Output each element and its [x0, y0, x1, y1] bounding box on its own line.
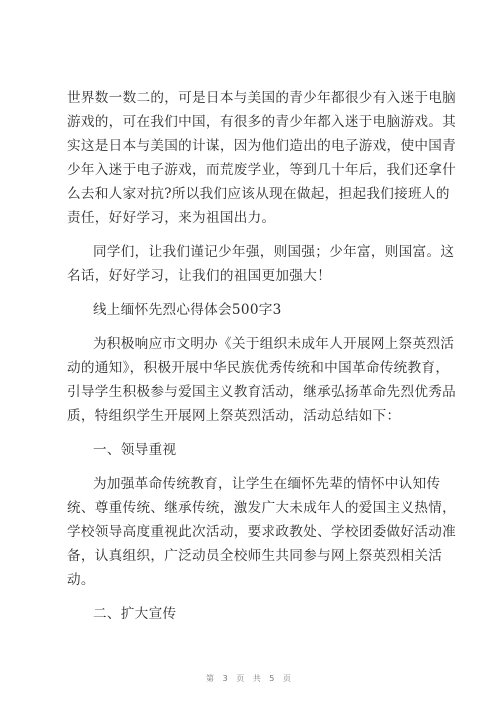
- document-body: [67, 86, 457, 626]
- text-line: 为积极响应市文明办《关于组织未成年人开展网上祭英烈活: [93, 336, 455, 352]
- text-line: 统、尊重传统、继承传统，激发广大未成年人的爱国主义热情，: [67, 500, 457, 516]
- text-line: 质，特组织学生开展网上祭英烈活动，活动总结如下：: [67, 408, 401, 424]
- text-line: 备，认真组织，广泛动员全校师生共同参与网上祭英烈相关活: [67, 548, 443, 564]
- section-heading: 二、扩大宣传: [93, 606, 177, 622]
- text-line: 同学们，让我们谨记少年强，则国强；少年富，则国富。这: [93, 244, 455, 260]
- paragraph: [67, 472, 457, 592]
- text-line: 么去和人家对抗?所以我们应该从现在做起，担起我们接班人的: [67, 186, 450, 202]
- paragraph: [67, 240, 455, 288]
- text-line: 动的通知》，积极开展中华民族优秀传统和中国革命传统教育，: [67, 360, 450, 376]
- text-line: 动。: [67, 572, 95, 588]
- text-line: 少年入迷于电子游戏，而荒废学业，等到几十年后，我们还拿什: [67, 162, 457, 178]
- text-line: 游戏的，可在我们中国，有很多的青少年都入迷于电脑游戏。其: [67, 114, 457, 130]
- paragraph: [67, 86, 457, 230]
- section-title: 线上缅怀先烈心得体会500字3: [93, 302, 282, 318]
- text-line: 引导学生积极参与爱国主义教育活动，继承弘扬革命先烈优秀品: [67, 384, 457, 400]
- text-line: 世界数一数二的，可是日本与美国的青少年都很少有入迷于电脑: [67, 90, 457, 106]
- text-line: 实这是日本与美国的计谋，因为他们造出的电子游戏，使中国青: [67, 138, 457, 154]
- page-number-footer: 第 3 页 共 5 页: [206, 674, 294, 683]
- text-line: 名话，好好学习，让我们的祖国更加强大！: [67, 268, 331, 284]
- text-line: 为加强革命传统教育，让学生在缅怀先辈的情怀中认知传: [93, 476, 441, 492]
- section-heading: 一、领导重视: [93, 442, 177, 458]
- paragraph: [67, 332, 457, 428]
- text-line: 责任，好好学习，来为祖国出力。: [67, 210, 276, 226]
- text-line: 学校领导高度重视此次活动，要求政教处、学校团委做好活动准: [67, 524, 457, 540]
